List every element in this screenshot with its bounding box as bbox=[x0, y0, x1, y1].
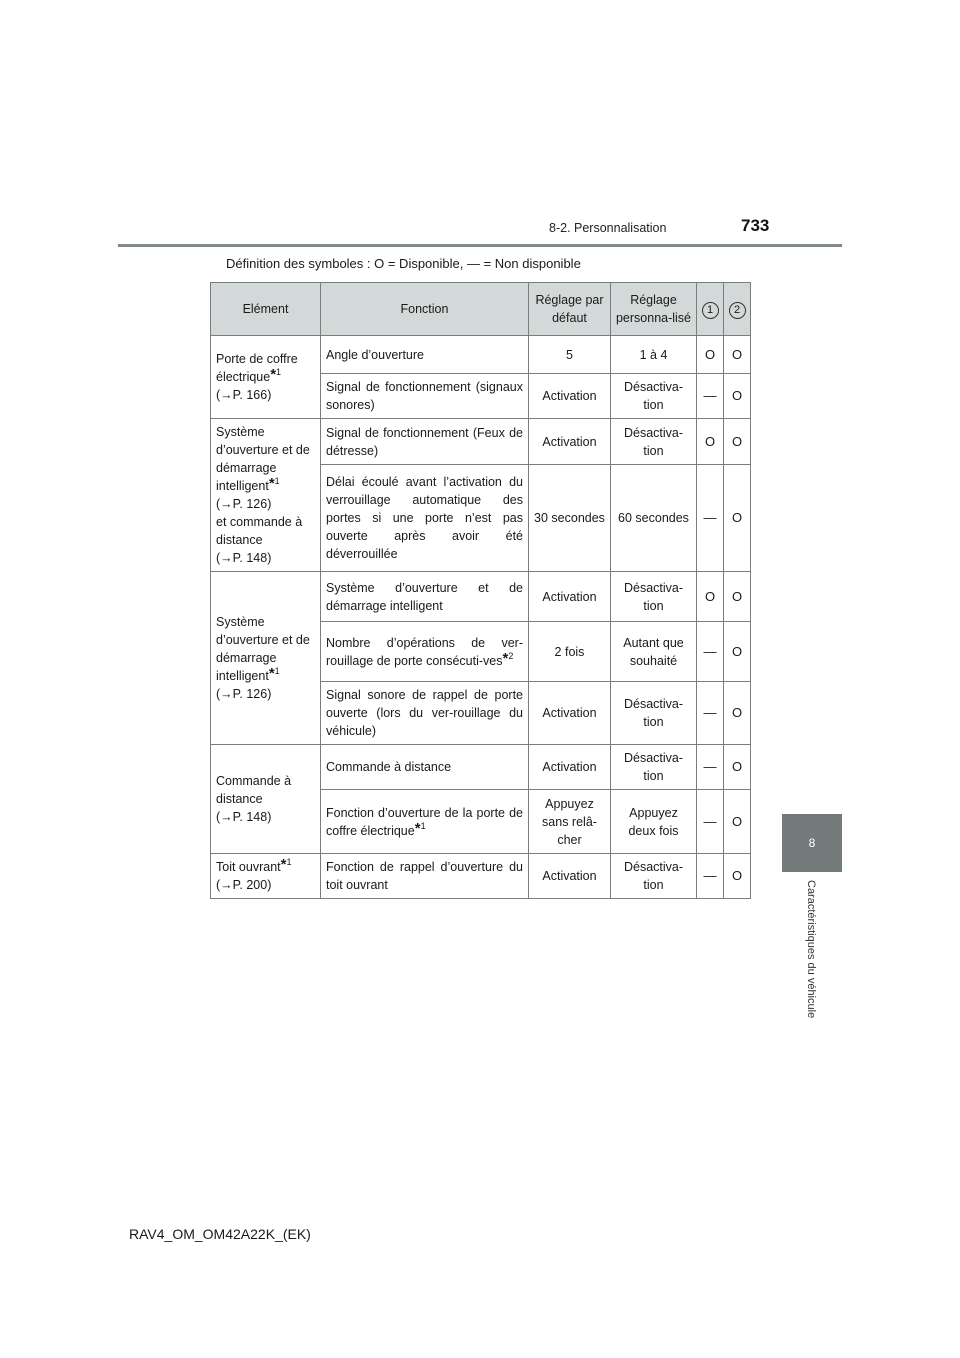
table-row bbox=[211, 854, 751, 899]
custom-cell: Désactiva-tion bbox=[611, 374, 697, 419]
customization-table bbox=[210, 282, 751, 899]
fonction-cell: Délai écoulé avant l’activation du verrouillage automatique des portes si une porte n’est pas ouverte après avoir été déverrouillée bbox=[321, 465, 529, 572]
method-1-cell: — bbox=[697, 682, 724, 745]
fonction-text: Nombre d’opérations de ver-rouillage de porte consécuti-ves bbox=[326, 635, 523, 668]
header-fonction: Fonction bbox=[321, 283, 529, 336]
method-1-cell: — bbox=[697, 622, 724, 682]
element-name: Système d’ouverture et de démarrage intelligent bbox=[216, 425, 310, 493]
section-title: 8-2. Personnalisation bbox=[549, 221, 667, 235]
method-1-cell: — bbox=[697, 745, 724, 790]
page-ref: (→P. 126) bbox=[216, 687, 272, 701]
header-default-setting: Réglage par défaut bbox=[529, 283, 611, 336]
asterisk-icon: * bbox=[280, 856, 287, 873]
footnote-ref: 1 bbox=[276, 367, 282, 377]
method-1-cell: O bbox=[697, 336, 724, 374]
element-name: Toit ouvrant bbox=[216, 860, 281, 874]
custom-cell: Désactiva-tion bbox=[611, 745, 697, 790]
footnote-ref: 1 bbox=[274, 476, 280, 486]
header-method-1 bbox=[697, 283, 724, 336]
fonction-cell: Signal de fonctionnement (signaux sonores) bbox=[321, 374, 529, 419]
table-row bbox=[211, 419, 751, 465]
element-cell bbox=[211, 745, 321, 854]
custom-cell: 1 à 4 bbox=[611, 336, 697, 374]
footnote-ref: 2 bbox=[508, 650, 514, 661]
method-2-cell: O bbox=[724, 419, 751, 465]
custom-cell: Désactiva-tion bbox=[611, 419, 697, 465]
method-1-cell: O bbox=[697, 572, 724, 622]
custom-cell: Désactiva-tion bbox=[611, 572, 697, 622]
method-2-cell: O bbox=[724, 854, 751, 899]
table-row bbox=[211, 336, 751, 374]
method-1-cell: — bbox=[697, 374, 724, 419]
method-2-cell: O bbox=[724, 572, 751, 622]
default-cell: Activation bbox=[529, 745, 611, 790]
page-number: 733 bbox=[741, 216, 770, 235]
page-ref: (→P. 148) bbox=[216, 551, 272, 565]
element-name: Commande à distance bbox=[216, 774, 292, 806]
method-2-cell: O bbox=[724, 622, 751, 682]
header-method-2 bbox=[724, 283, 751, 336]
chapter-tab[interactable] bbox=[782, 814, 842, 872]
header-custom-setting: Réglage personna-lisé bbox=[611, 283, 697, 336]
fonction-text: Fonction d’ouverture de la porte de coffre électrique bbox=[326, 805, 523, 838]
header-divider bbox=[118, 244, 842, 247]
fonction-cell: Fonction de rappel d’ouverture du toit ouvrant bbox=[321, 854, 529, 899]
custom-cell: Désactiva-tion bbox=[611, 682, 697, 745]
default-cell: Activation bbox=[529, 572, 611, 622]
page-ref: (→P. 148) bbox=[216, 810, 272, 824]
method-2-cell: O bbox=[724, 682, 751, 745]
element-name: Porte de coffre électrique bbox=[216, 352, 298, 384]
circled-2-icon: 2 bbox=[729, 302, 746, 319]
table-header-row bbox=[211, 283, 751, 336]
custom-cell: Désactiva-tion bbox=[611, 854, 697, 899]
symbol-legend: Définition des symboles : O = Disponible, — = Non disponible bbox=[226, 256, 581, 271]
table-row bbox=[211, 572, 751, 622]
footnote-ref: 1 bbox=[420, 820, 426, 831]
fonction-cell: Signal sonore de rappel de porte ouverte (lors du ver-rouillage du véhicule) bbox=[321, 682, 529, 745]
default-cell: 30 secondes bbox=[529, 465, 611, 572]
asterisk-icon: * bbox=[414, 819, 421, 837]
default-cell: Appuyez sans relâ-cher bbox=[529, 790, 611, 854]
custom-cell: Autant que souhaité bbox=[611, 622, 697, 682]
default-cell: Activation bbox=[529, 419, 611, 465]
default-cell: Activation bbox=[529, 682, 611, 745]
element-cell bbox=[211, 854, 321, 899]
asterisk-icon: * bbox=[268, 665, 275, 682]
method-2-cell: O bbox=[724, 374, 751, 419]
default-cell: 5 bbox=[529, 336, 611, 374]
fonction-cell: Angle d’ouverture bbox=[321, 336, 529, 374]
circled-1-icon: 1 bbox=[702, 302, 719, 319]
fonction-cell bbox=[321, 790, 529, 854]
footnote-ref: 1 bbox=[274, 666, 280, 676]
method-1-cell: — bbox=[697, 854, 724, 899]
element-name: Système d’ouverture et de démarrage intelligent bbox=[216, 615, 310, 683]
chapter-number: 8 bbox=[808, 836, 816, 850]
header-element: Elément bbox=[211, 283, 321, 336]
document-code: RAV4_OM_OM42A22K_(EK) bbox=[129, 1226, 311, 1242]
custom-cell: 60 secondes bbox=[611, 465, 697, 572]
method-1-cell: O bbox=[697, 419, 724, 465]
table-row bbox=[211, 745, 751, 790]
method-1-cell: — bbox=[697, 465, 724, 572]
asterisk-icon: * bbox=[270, 366, 277, 383]
default-cell: Activation bbox=[529, 854, 611, 899]
asterisk-icon: * bbox=[502, 649, 509, 667]
element-cell bbox=[211, 572, 321, 745]
fonction-cell: Signal de fonctionnement (Feux de détresse) bbox=[321, 419, 529, 465]
page-ref: (→P. 126) bbox=[216, 497, 272, 511]
page-ref: (→P. 166) bbox=[216, 388, 272, 402]
page-ref: (→P. 200) bbox=[216, 878, 272, 892]
custom-cell: Appuyez deux fois bbox=[611, 790, 697, 854]
default-cell: 2 fois bbox=[529, 622, 611, 682]
method-2-cell: O bbox=[724, 465, 751, 572]
fonction-cell: Commande à distance bbox=[321, 745, 529, 790]
method-1-cell: — bbox=[697, 790, 724, 854]
footnote-ref: 1 bbox=[286, 857, 292, 867]
asterisk-icon: * bbox=[268, 475, 275, 492]
method-2-cell: O bbox=[724, 745, 751, 790]
element-cell bbox=[211, 419, 321, 572]
element-name: et commande à distance bbox=[216, 515, 303, 547]
method-2-cell: O bbox=[724, 790, 751, 854]
method-2-cell: O bbox=[724, 336, 751, 374]
default-cell: Activation bbox=[529, 374, 611, 419]
fonction-cell bbox=[321, 622, 529, 682]
fonction-cell: Système d’ouverture et de démarrage intelligent bbox=[321, 572, 529, 622]
chapter-label: Caractéristiques du véhicule bbox=[805, 880, 817, 1019]
element-cell bbox=[211, 336, 321, 419]
